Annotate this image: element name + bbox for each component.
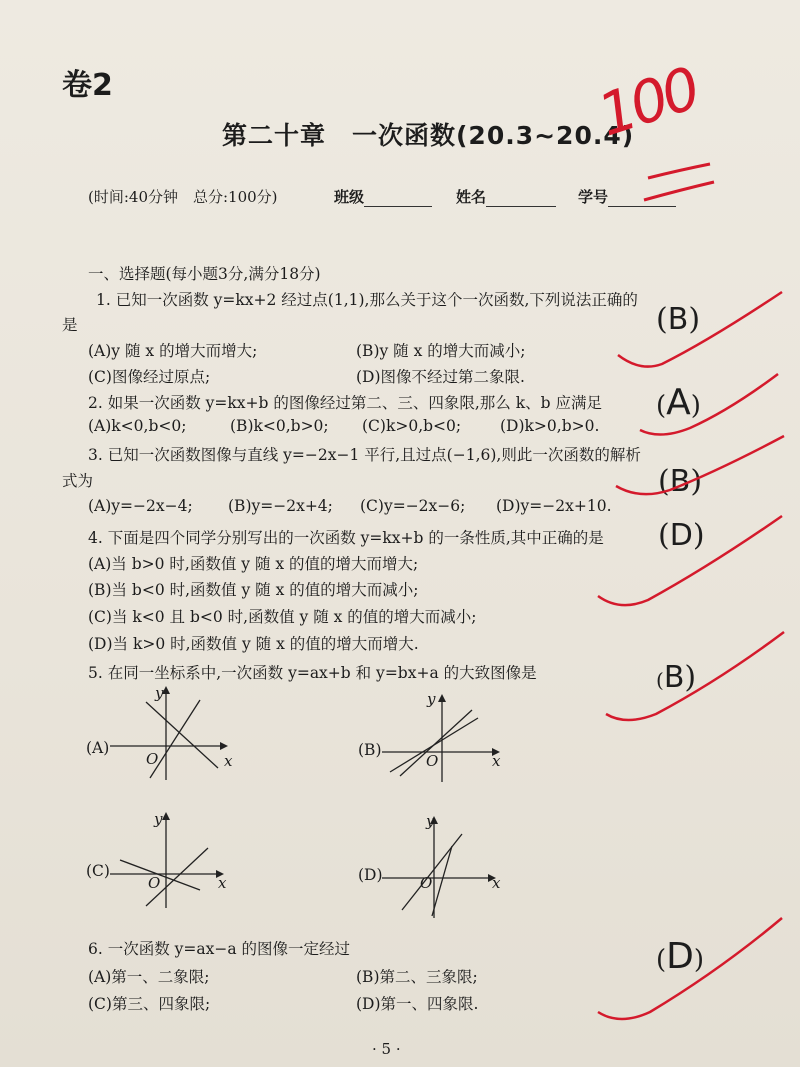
q3-option-b: (B)y=−2x+4; [228,497,333,515]
q1-paren-close: ) [688,302,701,337]
check-mark-q5 [606,632,784,720]
q3-option-d: (D)y=−2x+10. [496,497,612,515]
q4-option-c: (C)当 k<0 且 b<0 时,函数值 y 随 x 的值的增大而减小; [88,608,477,626]
q3-stem: 3. 已知一次函数图像与直线 y=−2x−1 平行,且过点(−1,6),则此一次函数的解析 [88,446,641,464]
q2-option-c: (C)k>0,b<0; [362,417,462,435]
volume-label: 卷2 [62,68,113,103]
page-number: · 5 · [372,1040,401,1058]
q6-stem: 6. 一次函数 y=ax−a 的图像一定经过 [88,940,351,958]
q2-option-a: (A)k<0,b<0; [88,417,187,435]
q4-paren-close: ) [692,518,705,553]
graph-b-label: (B) [358,741,382,759]
graph-a-label: (A) [86,739,110,757]
class-label: 班级 [334,188,365,206]
q4-answer: D [669,518,693,553]
graph-a-x-label: x [224,752,233,770]
q2-option-b: (B)k<0,b>0; [230,417,329,435]
q6-option-a: (A)第一、二象限; [88,968,210,986]
q1-option-b: (B)y 随 x 的增大而减小; [356,342,526,360]
q6-option-d: (D)第一、四象限. [356,995,479,1013]
q1-answer: B [667,302,689,337]
graph-d-x-label: x [492,874,501,892]
graph-b-x-label: x [492,752,501,770]
q6-paren-open: ( [656,945,667,975]
q4-option-d: (D)当 k>0 时,函数值 y 随 x 的值的增大而增大. [88,635,419,653]
graph-a-y-label: y [155,684,164,702]
check-mark-q1 [618,292,782,367]
graph-c-label: (C) [86,862,110,880]
check-mark-q3 [616,436,784,494]
q3-paren-open: ( [658,464,670,499]
q3-option-a: (A)y=−2x−4; [88,497,193,515]
q3-stem-cont: 式为 [62,472,94,490]
id-label: 学号 [578,188,609,206]
time-score: (时间:40分钟 总分:100分) [88,188,278,206]
q2-paren-close: ) [690,391,701,421]
q1-option-a: (A)y 随 x 的增大而增大; [88,342,258,360]
q6-paren-close: ) [693,945,705,975]
q2-option-d: (D)k>0,b>0. [500,417,600,435]
section-title: 一、选择题(每小题3分,满分18分) [88,265,321,283]
q2-stem: 2. 如果一次函数 y=kx+b 的图像经过第二、三、四象限,那么 k、b 应满足 [88,394,602,412]
score-handwritten: 100 [589,54,705,150]
graph-d-label: (D) [358,866,383,884]
q3-paren-close: ) [690,464,703,499]
q2-answer: A [666,382,691,423]
q3-answer: B [669,464,691,499]
q5-paren-open: ( [656,668,664,692]
q1-paren-open: ( [656,302,668,337]
graph-a-origin: O [146,750,159,768]
q5-stem: 5. 在同一坐标系中,一次函数 y=ax+b 和 y=bx+a 的大致图像是 [88,664,537,682]
q6-option-b: (B)第二、三象限; [356,968,478,986]
graph-c-x-label: x [218,874,227,892]
q6-option-c: (C)第三、四象限; [88,995,211,1013]
graph-b-y-label: y [427,690,436,708]
name-label: 姓名 [456,188,487,206]
q1-option-c: (C)图像经过原点; [88,368,211,386]
graph-c-y-label: y [154,810,163,828]
graph-d-y-label: y [426,812,435,830]
graph-b-origin: O [426,752,439,770]
chapter-title: 第二十章 一次函数(20.3~20.4) [222,121,635,150]
q4-option-a: (A)当 b>0 时,函数值 y 随 x 的值的增大而增大; [88,555,419,573]
q4-stem: 4. 下面是四个同学分别写出的一次函数 y=kx+b 的一条性质,其中正确的是 [88,529,604,547]
check-mark-q4 [598,516,782,605]
q1-stem-cont: 是 [62,316,78,334]
graph-d-origin: O [420,874,433,892]
check-mark-q2 [640,374,778,435]
graph-c-origin: O [148,874,161,892]
q4-paren-open: ( [658,518,670,553]
q5-paren-close: ) [684,660,697,695]
q4-option-b: (B)当 b<0 时,函数值 y 随 x 的值的增大而减小; [88,581,419,599]
q3-option-c: (C)y=−2x−6; [360,497,466,515]
check-mark-q6 [598,918,782,1019]
q1-stem: 1. 已知一次函数 y=kx+2 经过点(1,1),那么关于这个一次函数,下列说法正确的 [96,291,638,309]
q5-answer: B [663,660,685,695]
q2-paren-open: ( [656,391,667,421]
q1-option-d: (D)图像不经过第二象限. [356,368,525,386]
q6-answer: D [666,936,694,977]
